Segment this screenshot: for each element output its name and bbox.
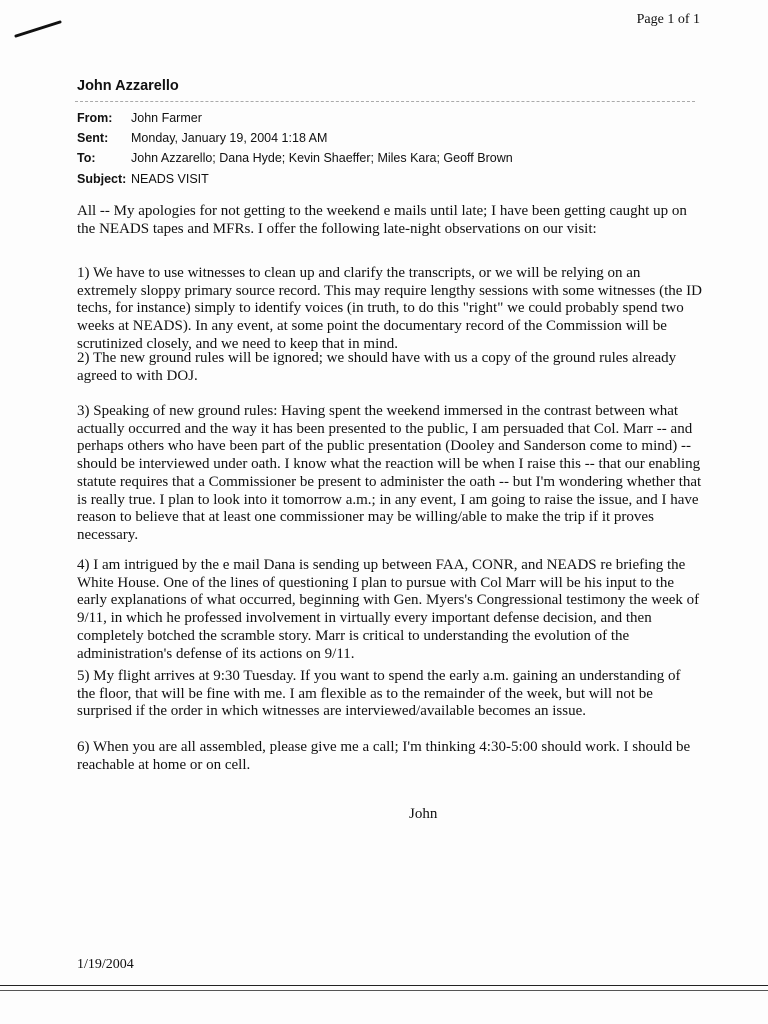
paragraph-line: weeks at NEADS). In any event, at some point the documentary record of the Commission will be (77, 318, 667, 335)
paragraph-line: administration's defense of its actions on 9/11. (77, 645, 355, 662)
mailbox-owner: John Azzarello (77, 78, 179, 94)
paragraph (77, 668, 717, 721)
paragraph-line: agreed to with DOJ. (77, 367, 198, 384)
paragraph-line: the floor, that will be fine with me. I am flexible as to the remainder of the week, but will not be (77, 685, 653, 702)
paragraph-line: completely botched the scramble story. Marr is critical to understanding the evolution of the (77, 627, 630, 644)
header-from: From: John Farmer (77, 111, 202, 125)
paragraph-line: should be interviewed under oath. I know what the reaction will be when I raise this -- that our enabling (77, 456, 701, 473)
header-subject: Subject: NEADS VISIT (77, 172, 209, 186)
paragraph-line: 9/11, in which he professed involvement in virtually every important defense decision, and then (77, 610, 652, 627)
paragraph-line: actually occurred and the way it has been presented to the public, I am persuaded that Col. Marr -- and (77, 420, 693, 437)
paragraph-line: scrutinized closely, and we need to keep that in mind. (77, 335, 399, 352)
paragraph-line: 5) My flight arrives at 9:30 Tuesday. If you want to spend the early a.m. gaining an understanding of (77, 668, 681, 684)
paragraph-line: extremely sloppy primary source record. This may require lengthy sessions with some witnesses (the ID (77, 282, 702, 299)
paragraph-line: 6) When you are all assembled, please give me a call; I'm thinking 4:30-5:00 should work. I should be (77, 739, 691, 755)
paragraph (77, 557, 717, 663)
paragraph (77, 203, 717, 238)
paragraph-line: necessary. (77, 526, 139, 543)
paragraph (77, 265, 717, 354)
paragraph-line: 3) Speaking of new ground rules: Having spent the weekend immersed in the contrast between what (77, 403, 679, 419)
paragraph-line: statute requires that a Commissioner be present to administer the oath -- but I'm wondering whether that (77, 473, 702, 490)
paragraph-line: White House. One of the lines of questioning I plan to pursue with Col Marr will be his input to the (77, 574, 674, 591)
header-sent: Sent: Monday, January 19, 2004 1:18 AM (77, 131, 328, 145)
paragraph-line: early explanations of what occurred, beginning with Gen. Myers's Congressional testimony the week of (77, 592, 700, 609)
paragraph (77, 350, 717, 385)
header-to: To: John Azzarello; Dana Hyde; Kevin Shaeffer; Miles Kara; Geoff Brown (77, 151, 513, 165)
paragraph-line: surprised if the order in which witnesses are interviewed/available becomes an issue. (77, 703, 586, 720)
paragraph-line: reason to believe that at least one commissioner may be willing/able to make the trip if it proves (77, 509, 654, 526)
paragraph-line: 2) The new ground rules will be ignored; we should have with us a copy of the ground rules already (77, 350, 677, 366)
paragraph (77, 739, 717, 774)
footer-date: 1/19/2004 (77, 957, 134, 972)
paragraph-line: is really true. I plan to look into it tomorrow a.m.; in any event, I am going to raise the issue, and I have (77, 491, 699, 508)
paragraph (77, 403, 717, 545)
page-number: Page 1 of 1 (636, 12, 700, 27)
header-divider (75, 101, 695, 102)
pen-mark (14, 18, 64, 40)
footer-rule (0, 985, 768, 986)
signature: John (409, 806, 438, 822)
paragraph-line: the NEADS tapes and MFRs. I offer the following late-night observations on our visit: (77, 220, 597, 237)
paragraph-line: 1) We have to use witnesses to clean up and clarify the transcripts, or we will be relying on an (77, 265, 641, 281)
paragraph-line: 4) I am intrigued by the e mail Dana is sending up between FAA, CONR, and NEADS re briefing the (77, 557, 686, 573)
paragraph-line: reachable at home or on cell. (77, 756, 251, 773)
paragraph-line: All -- My apologies for not getting to the weekend e mails until late; I have been getting caught up on (77, 203, 687, 219)
paragraph-line: perhaps others who have been part of the public presentation (Dooley and Sanderson come to mind) -- (77, 438, 691, 455)
footer-rule-2 (0, 990, 768, 991)
paragraph-line: techs, for instance) simply to identify voices (in truth, to do this "right" we could probably spend two (77, 300, 684, 317)
